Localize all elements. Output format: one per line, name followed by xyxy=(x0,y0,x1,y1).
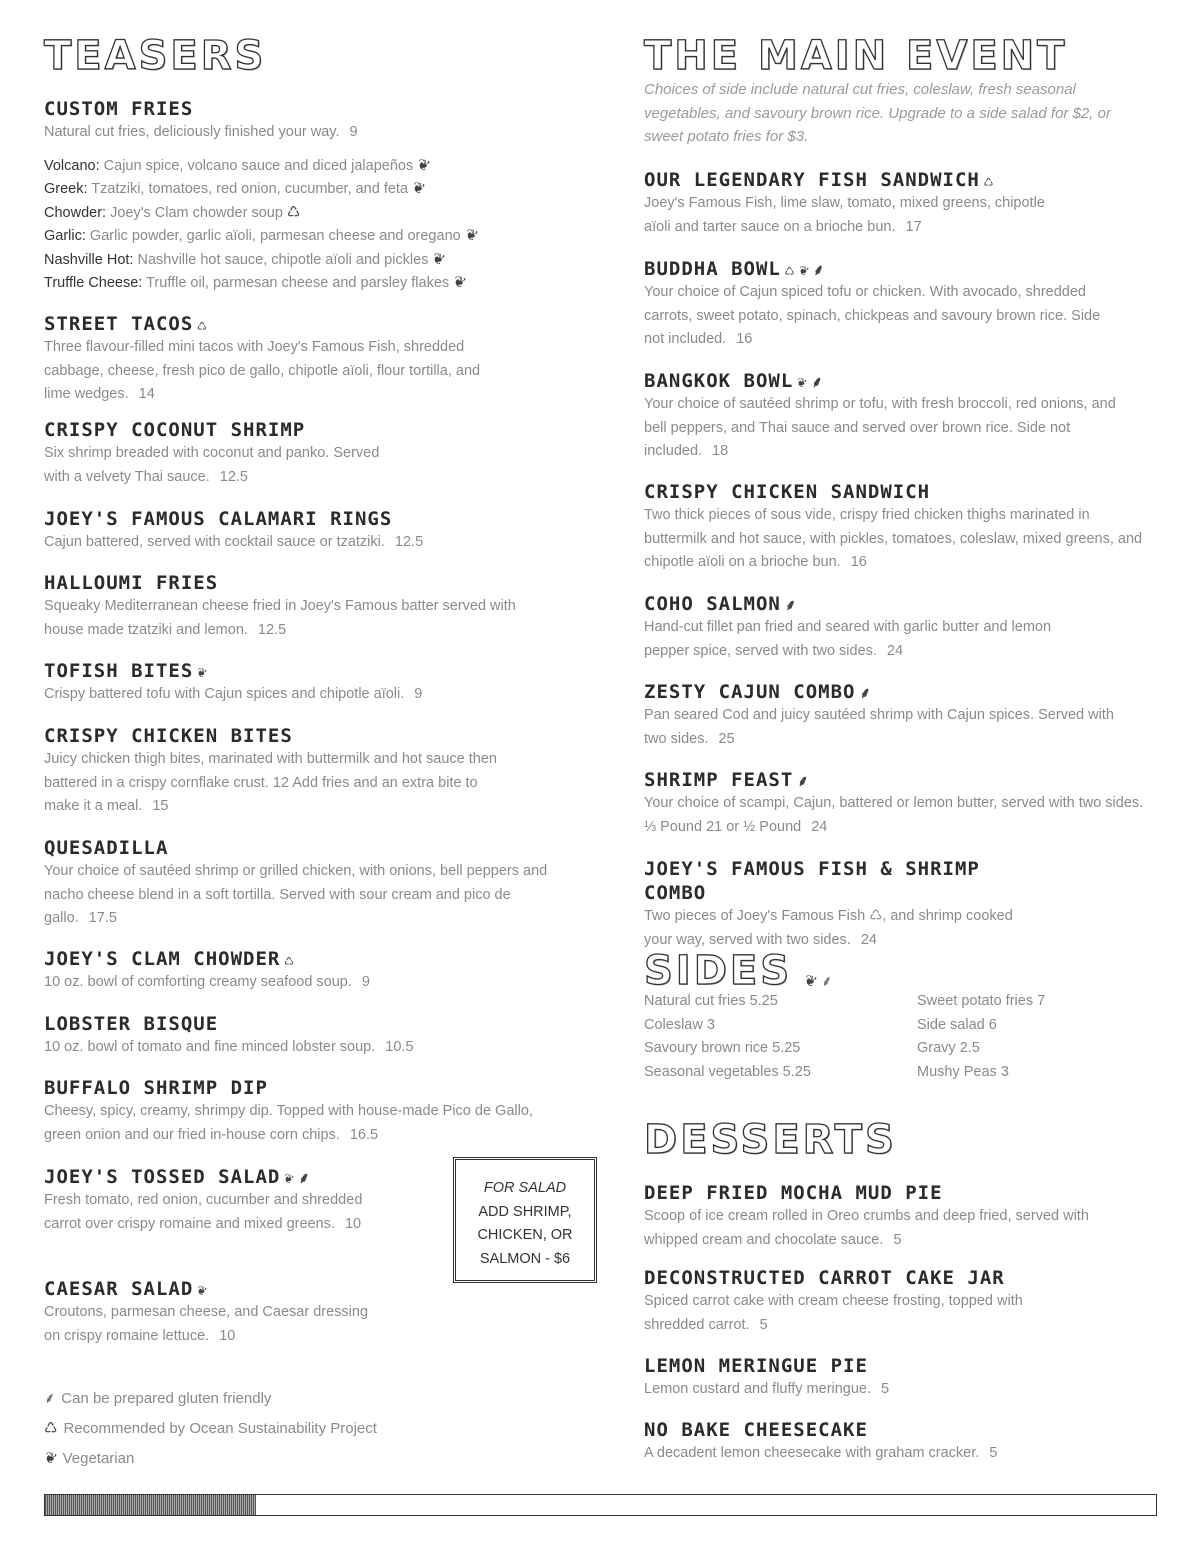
fries-option-label: Truffle Cheese: xyxy=(44,275,147,291)
teasers-title: TEASERS xyxy=(44,33,267,79)
item-name: OUR LEGENDARY FISH SANDWICH ♺ xyxy=(644,169,994,191)
side-item: Savoury brown rice 5.25 xyxy=(644,1040,801,1056)
item-price: 15 xyxy=(152,798,169,814)
main-event-title: THE MAIN EVENT xyxy=(644,33,1068,79)
item-name: QUESADILLA xyxy=(44,837,169,859)
item-name: CRISPY CHICKEN SANDWICH xyxy=(644,481,931,503)
menu-item xyxy=(44,418,404,489)
item-desc-text: Crispy battered tofu with Cajun spices and chipotle aïoli. xyxy=(44,686,405,702)
fries-option-text: Nashville hot sauce, chipotle aïoli and pickles xyxy=(137,251,429,268)
recycle-icon: ♺ xyxy=(286,203,301,221)
leaf-icon: ❦ xyxy=(414,154,433,176)
item-price: 16 xyxy=(850,554,867,570)
recycle-icon: ♺ xyxy=(983,172,994,190)
item-price: 24 xyxy=(860,931,877,948)
item-name: HALLOUMI FRIES xyxy=(44,572,219,594)
menu-item xyxy=(644,680,1124,751)
item-name: DEEP FRIED MOCHA MUD PIE xyxy=(644,1182,943,1204)
item-name: CRISPY COCONUT SHRIMP xyxy=(44,419,306,441)
item-desc-text: Croutons, parmesan cheese, and Caesar dressing on crispy romaine lettuce. xyxy=(44,1304,369,1344)
leaf-icon: ❦ xyxy=(462,225,480,246)
menu-item xyxy=(44,1012,564,1060)
item-price: 10.5 xyxy=(385,1039,414,1055)
item-name: SHRIMP FEAST ⸙ xyxy=(644,769,810,791)
menu-item xyxy=(644,369,1124,464)
recycle-icon: ♺ xyxy=(44,1420,58,1437)
menu-item xyxy=(44,312,484,407)
item-price: 9 xyxy=(349,124,358,140)
salad-box-line: FOR SALAD xyxy=(483,1180,567,1196)
item-price: 12.5 xyxy=(394,534,424,550)
menu-item xyxy=(644,768,1144,839)
item-desc-text: Lemon custard and fluffy meringue. xyxy=(644,1381,872,1397)
item-desc-text: 10 oz. bowl of comforting creamy seafood soup. xyxy=(44,974,352,990)
item-desc-text: Your choice of Cajun spiced tofu or chicken. With avocado, shredded carrots, sweet potato, spinach, chickpeas and savoury brown rice. Side not included. xyxy=(644,284,1101,347)
item-price: 12.5 xyxy=(219,468,248,485)
sides-header xyxy=(644,948,833,994)
item-desc-text: Three flavour-filled mini tacos with Joey's Famous Fish, shredded cabbage, cheese, fresh pico de gallo, chipotle aïoli, flour tortilla, and lime wedges. xyxy=(44,339,481,402)
legend-text: Can be prepared gluten friendly xyxy=(61,1390,272,1407)
fries-option-label: Chowder: xyxy=(44,204,111,221)
menu-item xyxy=(44,507,564,555)
side-item: Coleslaw 3 xyxy=(644,1016,715,1033)
menu-item xyxy=(44,659,564,707)
item-desc-text: Joey's Famous Fish, lime slaw, tomato, mixed greens, chipotle aïoli and tarter sauce on a brioche bun. xyxy=(644,195,1045,235)
fries-option xyxy=(44,272,604,296)
fries-option-label: Nashville Hot: xyxy=(44,251,138,268)
desserts-title: DESSERTS xyxy=(644,1117,897,1163)
sides-title: SIDES xyxy=(644,948,793,994)
leaf-icon: ❦ xyxy=(281,1167,298,1189)
item-desc xyxy=(644,616,1074,663)
item-desc-text: Spiced carrot cake with cream cheese frosting, topped with shredded carrot. xyxy=(644,1293,1023,1333)
salad-addon-box xyxy=(453,1157,597,1283)
item-desc xyxy=(44,531,564,555)
item-desc-text: Your choice of sautéed shrimp or grilled chicken, with onions, bell peppers and nacho cheese blend in a soft tortilla. Served with sour cream and pico de gallo. xyxy=(44,863,548,926)
item-desc-text: Squeaky Mediterranean cheese fried in Joey's Famous batter served with house made tzatziki and lemon. xyxy=(44,598,516,638)
side-item: Sweet potato fries 7 xyxy=(917,993,1046,1009)
menu-item xyxy=(644,1418,1094,1466)
recycle-icon: ♺ xyxy=(197,316,208,334)
item-price: 5 xyxy=(989,1445,998,1461)
leaf-icon: ❦ xyxy=(194,661,211,683)
item-desc xyxy=(644,504,1144,575)
item-desc-text: Scoop of ice cream rolled in Oreo crumbs and deep fried, served with whipped cream and chocolate sauce. xyxy=(644,1208,1089,1248)
wheat-icon: ⸙ xyxy=(44,1390,56,1407)
fries-option-text: Truffle oil, parmesan cheese and parsley flakes xyxy=(146,275,450,291)
item-price: 9 xyxy=(414,686,423,702)
wheat-icon: ⸙ xyxy=(811,373,824,391)
menu-item xyxy=(44,947,564,995)
fries-option xyxy=(44,178,604,202)
item-name: JOEY'S CLAM CHOWDER ♺ xyxy=(44,948,295,970)
fries-option xyxy=(44,155,604,179)
sides-list xyxy=(644,990,1157,1084)
item-desc-text: Your choice of sautéed shrimp or tofu, with fresh broccoli, red onions, and bell peppers, and Thai sauce and served over brown rice. Side not included. xyxy=(644,396,1116,459)
leaf-icon: ❦ xyxy=(801,971,820,992)
wheat-icon: ⸙ xyxy=(812,261,826,279)
menu-item xyxy=(644,857,1044,952)
item-price: 14 xyxy=(138,386,155,402)
menu-item xyxy=(44,571,534,642)
item-desc-text: Two thick pieces of sous vide, crispy fried chicken thighs marinated in buttermilk and hot sauce, with pickles, tomatoes, coleslaw, mixed greens, and chipotle aïoli on a brioche bun. xyxy=(644,507,1143,570)
item-desc xyxy=(44,683,564,707)
item-desc xyxy=(644,1378,1044,1402)
item-desc xyxy=(644,704,1124,751)
menu-item xyxy=(44,724,504,819)
item-name: BANGKOK BOWL❦⸙ xyxy=(644,370,824,393)
item-desc xyxy=(644,281,1104,352)
item-desc-text: Two pieces of Joey's Famous Fish ♺, and shrimp cooked your way, served with two sides. xyxy=(644,908,1013,948)
item-desc xyxy=(644,393,1124,464)
item-desc-text: 10 oz. bowl of tomato and fine minced lobster soup. xyxy=(44,1039,376,1055)
fries-option-label: Volcano: xyxy=(44,157,104,174)
item-name: CAESAR SALAD❦ xyxy=(44,1278,211,1301)
item-name: BUFFALO SHRIMP DIP xyxy=(44,1077,268,1099)
side-item: Seasonal vegetables 5.25 xyxy=(644,1063,811,1080)
item-price: 16.5 xyxy=(349,1126,379,1143)
menu-item xyxy=(44,1076,574,1147)
fries-option-label: Garlic: xyxy=(44,228,90,244)
item-price: 10 xyxy=(344,1215,362,1232)
item-price: 12.5 xyxy=(257,621,287,638)
menu-item xyxy=(44,1277,374,1348)
item-name: LEMON MERINGUE PIE xyxy=(644,1355,868,1377)
item-name: STREET TACOS ♺ xyxy=(44,313,208,335)
menu-item xyxy=(644,1266,1044,1337)
sides-icons xyxy=(800,973,832,991)
item-desc xyxy=(44,860,564,931)
item-desc xyxy=(44,336,484,407)
side-item: Side salad 6 xyxy=(917,1016,997,1033)
item-name: NO BAKE CHEESECAKE xyxy=(644,1419,868,1441)
item-desc xyxy=(644,1442,1094,1466)
fries-option-text: Cajun spice, volcano sauce and diced jalapeños xyxy=(103,157,414,174)
progress-bar-fill xyxy=(45,1495,256,1515)
side-item: Gravy 2.5 xyxy=(917,1040,980,1056)
item-name: JOEY'S FAMOUS CALAMARI RINGS xyxy=(44,508,393,530)
item-desc xyxy=(44,442,404,489)
menu-item xyxy=(44,1165,374,1236)
leaf-icon: ❦ xyxy=(429,248,448,270)
menu-item xyxy=(644,1354,1044,1402)
legend-text: Recommended by Ocean Sustainability Project xyxy=(63,1420,377,1437)
leaf-icon: ❦ xyxy=(450,272,469,293)
item-name: ZESTY CAJUN COMBO ⸙ xyxy=(644,681,872,703)
item-price: 24 xyxy=(811,818,828,835)
leaf-icon: ❦ xyxy=(41,1448,60,1469)
item-desc xyxy=(44,1301,374,1348)
item-desc xyxy=(44,748,504,819)
item-desc xyxy=(44,595,534,642)
recycle-icon: ♺ xyxy=(784,261,795,279)
wheat-icon: ⸙ xyxy=(797,772,810,790)
item-desc-text: A decadent lemon cheesecake with graham cracker. xyxy=(644,1445,980,1461)
item-price: 9 xyxy=(361,974,370,990)
recycle-icon: ♺ xyxy=(284,951,295,969)
salad-box-line: ADD SHRIMP, xyxy=(478,1203,572,1220)
item-price: 24 xyxy=(886,642,904,659)
item-price: 10 xyxy=(219,1327,236,1344)
custom-fries-block xyxy=(44,97,604,296)
item-price: 25 xyxy=(718,730,735,747)
fries-option-text: Joey's Clam chowder soup xyxy=(110,204,283,221)
side-item: Mushy Peas 3 xyxy=(917,1063,1009,1080)
item-desc-text: Cheesy, spicy, creamy, shrimpy dip. Topped with house-made Pico de Gallo, green onion and our fried in-house corn chips. xyxy=(44,1103,533,1143)
item-name: JOEY'S TOSSED SALAD❦⸙ xyxy=(44,1166,311,1189)
leaf-icon: ❦ xyxy=(409,178,428,199)
menu-item xyxy=(44,836,564,931)
wheat-icon: ⸙ xyxy=(784,596,798,614)
menu-item xyxy=(644,1181,1104,1252)
fries-option-text: Tzatziki, tomatoes, red onion, cucumber, and feta xyxy=(91,181,409,197)
item-desc xyxy=(644,792,1144,839)
progress-bar xyxy=(44,1494,1157,1516)
wheat-icon: ⸙ xyxy=(298,1169,311,1187)
item-desc-text: Juicy chicken thigh bites, marinated with buttermilk and hot sauce then battered in a crispy cornflake crust. 12 Add fries and an extra bite to make it a meal. xyxy=(44,751,497,814)
item-price: 5 xyxy=(881,1381,890,1397)
leaf-icon: ❦ xyxy=(796,259,812,281)
item-desc-text: Fresh tomato, red onion, cucumber and shredded carrot over crispy romaine and mixed greens. xyxy=(44,1192,363,1232)
side-item: Natural cut fries 5.25 xyxy=(644,993,778,1009)
item-name: BUDDHA BOWL ♺❦⸙ xyxy=(644,258,826,281)
leaf-icon: ❦ xyxy=(194,1279,211,1301)
salad-box-line: SALMON - $6 xyxy=(479,1250,571,1267)
item-desc-text: Pan seared Cod and juicy sautéed shrimp with Cajun spices. Served with two sides. xyxy=(644,707,1114,747)
fries-option xyxy=(44,249,604,273)
legend-row xyxy=(41,1444,377,1474)
item-price: 17.5 xyxy=(88,910,117,926)
fries-option xyxy=(44,202,604,226)
item-price: 5 xyxy=(759,1316,768,1333)
legend-row xyxy=(44,1384,377,1414)
item-desc-text: Your choice of scampi, Cajun, battered or lemon butter, served with two sides. ⅓ Pound 21 or ½ Pound xyxy=(644,795,1144,835)
menu-item xyxy=(644,168,1064,239)
item-name: JOEY'S FAMOUS FISH & SHRIMP COMBO xyxy=(644,858,980,904)
item-price: 5 xyxy=(893,1231,902,1248)
wheat-icon: ⸙ xyxy=(859,684,872,702)
fries-option-label: Greek: xyxy=(44,181,92,197)
item-price: 18 xyxy=(712,443,729,459)
item-desc-text: Cajun battered, served with cocktail sauce or tzatziki. xyxy=(44,534,385,550)
legend-text: Vegetarian xyxy=(62,1450,135,1467)
legend-row xyxy=(44,1414,377,1444)
item-price: 17 xyxy=(905,218,922,235)
item-name: TOFISH BITES❦ xyxy=(44,660,211,683)
item-name: COHO SALMON ⸙ xyxy=(644,593,798,615)
item-name: CUSTOM FRIES xyxy=(44,98,194,120)
menu-item xyxy=(644,257,1104,352)
item-desc-text: Hand-cut fillet pan fried and seared with garlic butter and lemon pepper spice, served with two sides. xyxy=(644,619,1052,659)
fries-option xyxy=(44,225,604,249)
salad-box-line: CHICKEN, OR xyxy=(477,1227,573,1243)
main-event-intro: Choices of side include natural cut fries, coleslaw, fresh seasonal vegetables, and savoury brown rice. Upgrade to a side salad for $2, or sweet potato fries for $3. xyxy=(644,81,1111,145)
item-name: LOBSTER BISQUE xyxy=(44,1013,219,1035)
menu-item xyxy=(644,480,1144,575)
item-desc xyxy=(644,192,1064,239)
item-name: CRISPY CHICKEN BITES xyxy=(44,725,293,747)
fries-options xyxy=(44,155,604,296)
fries-option-text: Garlic powder, garlic aïoli, parmesan cheese and oregano xyxy=(89,228,461,244)
item-desc xyxy=(644,905,1044,952)
item-desc xyxy=(44,971,564,995)
wheat-icon: ⸙ xyxy=(821,973,833,990)
item-desc xyxy=(44,1036,564,1060)
menu-item xyxy=(644,592,1074,663)
item-desc xyxy=(44,1189,374,1236)
item-desc xyxy=(644,1205,1104,1252)
item-desc: Natural cut fries, deliciously finished your way. 9 xyxy=(44,124,358,140)
item-desc xyxy=(44,1100,574,1147)
item-desc xyxy=(644,1290,1044,1337)
item-price: 16 xyxy=(736,331,753,347)
legend xyxy=(41,1384,377,1474)
item-name: DECONSTRUCTED CARROT CAKE JAR xyxy=(644,1267,1005,1289)
leaf-icon: ❦ xyxy=(794,371,811,393)
item-desc-text: Six shrimp breaded with coconut and panko. Served with a velvety Thai sauce. xyxy=(44,445,380,485)
